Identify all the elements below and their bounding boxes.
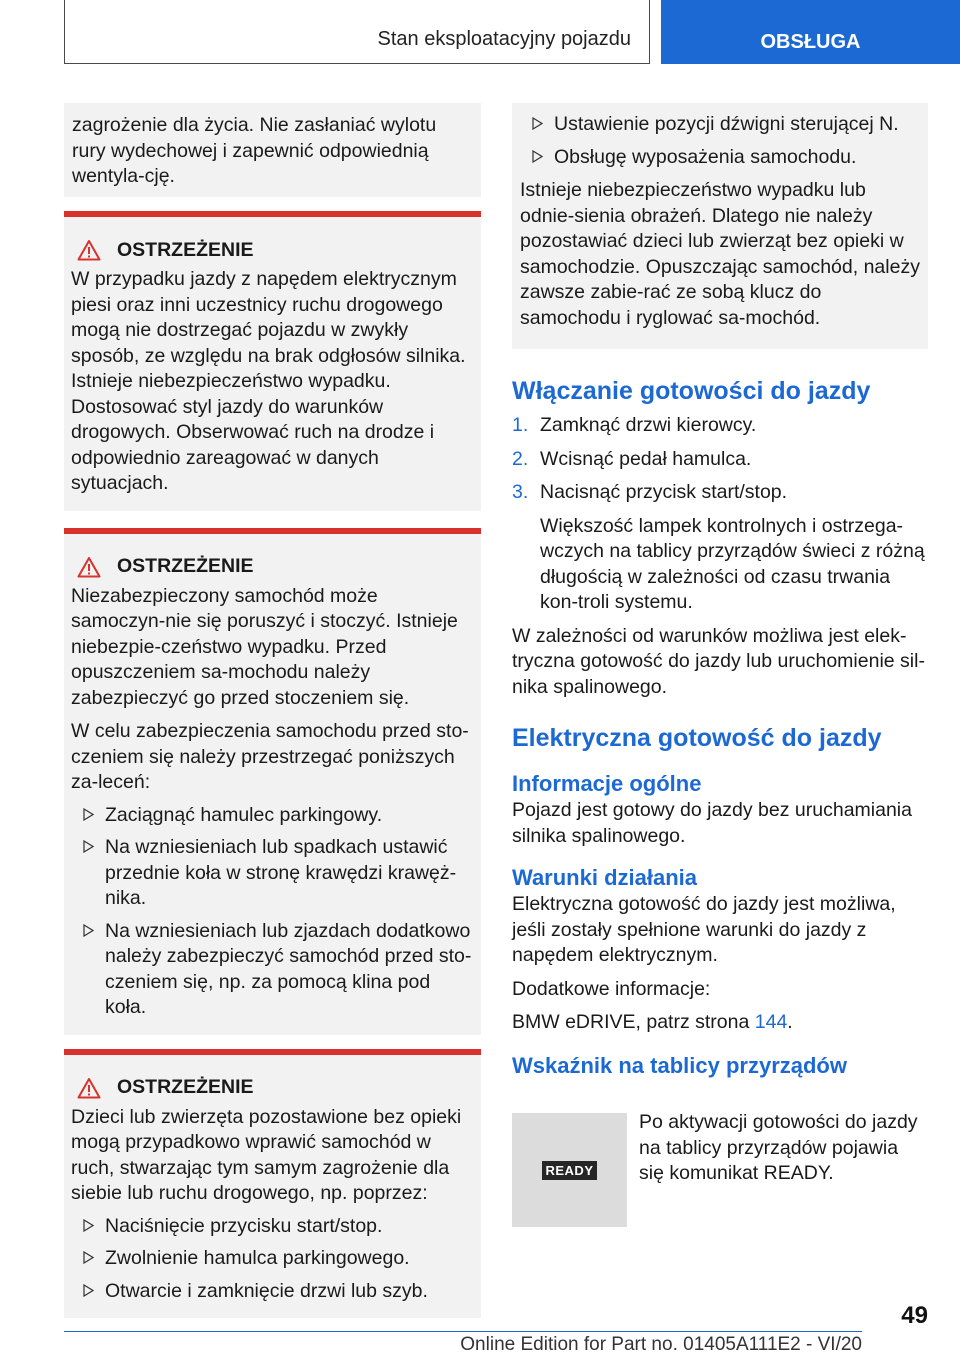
section-heading: Włączanie gotowości do jazdy bbox=[512, 377, 871, 405]
subsection-heading: Warunki działania bbox=[512, 865, 698, 890]
body-text: Dodatkowe informacje: bbox=[512, 977, 711, 1000]
warning-triangle-icon bbox=[77, 239, 101, 261]
triangle-bullet-icon bbox=[83, 1251, 94, 1264]
warning-box-3 bbox=[64, 1049, 481, 1319]
body-text: W zależności od warunków możliwa jest elek-tryczna gotowość do jazdy lub uruchomienie sil-nika spalinowego. bbox=[512, 624, 925, 698]
triangle-bullet-icon bbox=[532, 150, 543, 163]
list-item: Na wzniesieniach lub spadkach ustawić przednie koła w stronę krawędzi krawęż-nika. bbox=[71, 835, 474, 912]
triangle-bullet-icon bbox=[83, 840, 94, 853]
warning-title: OSTRZEŻENIE bbox=[77, 1075, 474, 1101]
header-frame bbox=[64, 0, 650, 64]
warning-title: OSTRZEŻENIE bbox=[77, 554, 474, 580]
bullet-list bbox=[71, 1214, 474, 1305]
list-item: Zaciągnąć hamulec parkingowy. bbox=[71, 803, 474, 829]
list-item: Obsługę wyposażenia samochodu. bbox=[520, 145, 920, 171]
ready-indicator-image bbox=[512, 1113, 627, 1227]
steps-list bbox=[512, 413, 928, 506]
cross-reference: BMW eDRIVE, patrz strona 144. bbox=[512, 1011, 793, 1033]
body-text: Pojazd jest gotowy do jazdy bez uruchamiania silnika spalinowego. bbox=[512, 799, 912, 847]
list-item: Ustawienie pozycji dźwigni sterującej N. bbox=[520, 112, 920, 138]
warning-text: Dzieci lub zwierzęta pozostawione bez opieki mogą przypadkowo wprawić samochód w ruch, stwarzając tym samym zagrożenie dla siebie lub ruchu drogowego, np. poprzez: bbox=[71, 1105, 462, 1204]
continuation-text: zagrożenie dla życia. Nie zasłaniać wylotu rury wydechowej i zapewnić odpowiednią wentyla-cję. bbox=[72, 114, 437, 187]
step-note: Większość lampek kontrolnych i ostrzega-wczych na tablicy przyrządów świeci z różną długością w zależności od czasu trwania kon-troli systemu. bbox=[540, 514, 925, 613]
footer-edition: Online Edition for Part no. 01405A111E2 - VI/20 bbox=[460, 1334, 862, 1355]
warning-box-2 bbox=[64, 528, 481, 1035]
warning-triangle-icon bbox=[77, 556, 101, 578]
page-link[interactable]: 144 bbox=[754, 1011, 788, 1033]
list-item: 1. Zamknąć drzwi kierowcy. bbox=[512, 414, 757, 436]
list-item: Naciśnięcie przycisku start/stop. bbox=[71, 1214, 474, 1240]
continuation-box bbox=[512, 103, 928, 349]
triangle-bullet-icon bbox=[83, 1219, 94, 1232]
bullet-list bbox=[71, 803, 474, 1021]
ready-label: READY bbox=[542, 1161, 596, 1180]
triangle-bullet-icon bbox=[83, 924, 94, 937]
continuation-text: Istnieje niebezpieczeństwo wypadku lub odnie-sienia obrażeń. Dlatego nie należy pozostawiać dzieci lub zwierząt bez opieki w samochodzie. Opuszczając samochód, należy zawsze zabie-rać ze sobą klucz do samochodu i ryglować sa-mochód. bbox=[520, 179, 920, 329]
list-item: 3. Nacisnąć przycisk start/stop. bbox=[512, 481, 788, 503]
triangle-bullet-icon bbox=[83, 1284, 94, 1297]
bullet-list bbox=[520, 112, 920, 170]
warning-text: W przypadku jazdy z napędem elektrycznym piesi oraz inni uczestnicy ruchu drogowego mogą nie dostrzegać pojazdu w zwykły sposób, ze względu na brak odgłosów silnika. Istnieje niebezpieczeństwo wypadku. Dostosować styl jazdy do warunków drogowych. Obserwować ruch na drodze i odpowiednio zareagować w danych sytuacjach. bbox=[71, 268, 466, 494]
warning-text: W celu zabezpieczenia samochodu przed sto-czeniem się należy przestrzegać poniższych za-leceń: bbox=[71, 720, 469, 793]
warning-title: OSTRZEŻENIE bbox=[77, 237, 474, 263]
triangle-bullet-icon bbox=[532, 117, 543, 130]
body-text: Elektryczna gotowość do jazdy jest możliwa, jeśli zostały spełnione warunki do jazdy z napędem elektrycznym. bbox=[512, 893, 896, 966]
continuation-box bbox=[64, 103, 481, 197]
warning-text: Niezabezpieczony samochód może samoczyn-nie się poruszyć i stoczyć. Istnieje niebezpie-czeństwo wypadku. Przed opuszczeniem sa-mochodu należy zabezpieczyć go przed stoczeniem się. bbox=[71, 584, 458, 709]
list-item: 2. Wcisnąć pedał hamulca. bbox=[512, 447, 752, 470]
list-item: Otwarcie i zamknięcie drzwi lub szyb. bbox=[71, 1279, 474, 1305]
right-column bbox=[512, 103, 928, 1080]
body-text: Po aktywacji gotowości do jazdy na tablicy przyrządów pojawia się komunikat READY. bbox=[639, 1111, 918, 1184]
subsection-heading: Wskaźnik na tablicy przyrządów bbox=[512, 1052, 847, 1078]
warning-box-1 bbox=[64, 211, 481, 511]
list-item: Na wzniesieniach lub zjazdach dodatkowo należy zabezpieczyć samochód przed sto-czeniem się, np. za pomocą klina pod koła. bbox=[71, 919, 474, 1021]
page-number: 49 bbox=[901, 1302, 928, 1329]
warning-triangle-icon bbox=[77, 1077, 101, 1099]
footer-divider bbox=[64, 1331, 862, 1332]
chapter-tab[interactable]: OBSŁUGA bbox=[661, 0, 960, 64]
section-title: Stan eksploatacyjny pojazdu bbox=[377, 28, 631, 50]
list-item: Zwolnienie hamulca parkingowego. bbox=[71, 1246, 474, 1272]
subsection-heading: Informacje ogólne bbox=[512, 771, 702, 796]
triangle-bullet-icon bbox=[83, 808, 94, 821]
left-column bbox=[64, 103, 481, 1318]
section-heading: Elektryczna gotowość do jazdy bbox=[512, 724, 882, 752]
